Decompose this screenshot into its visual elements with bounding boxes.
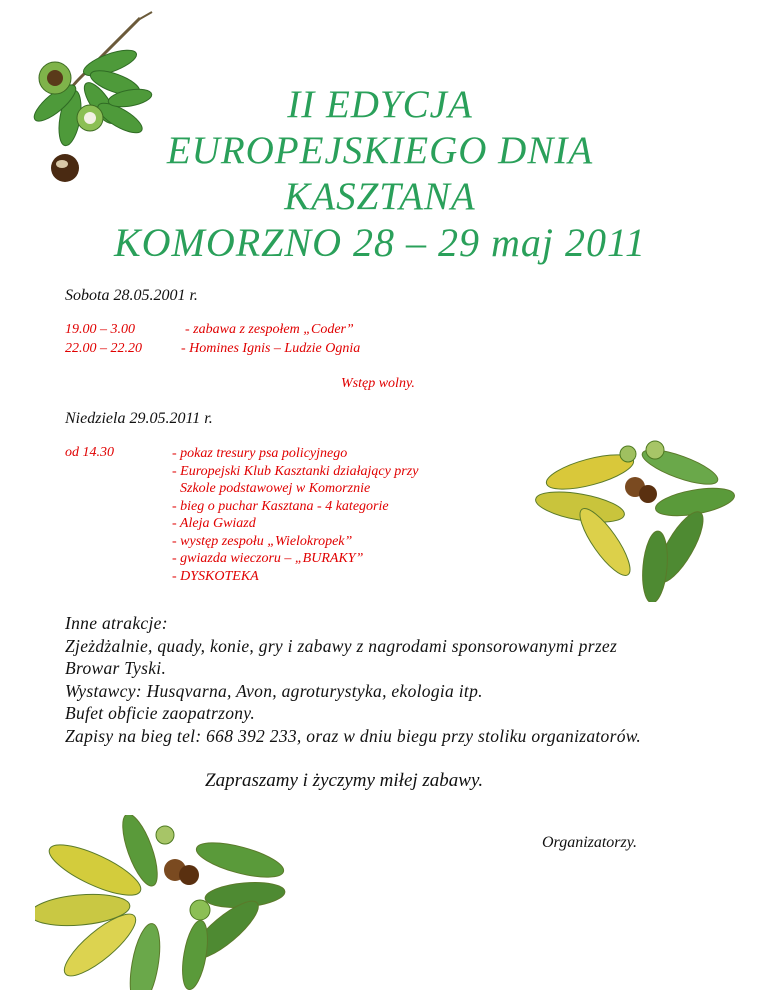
saturday-time: 19.00 – 3.00: [65, 322, 135, 337]
saturday-desc: - Homines Ignis – Ludzie Ognia: [181, 341, 361, 356]
other-line: Zapisy na bieg tel: 668 392 233, oraz w dniu biegu przy stoliku organizatorów.: [65, 725, 642, 746]
entry-note: Wstęp wolny.: [341, 376, 415, 391]
event-title: [110, 82, 650, 266]
title-date-line: KOMORZNO 28 – 29 maj 2011: [113, 220, 647, 265]
chestnut-leaves-illustration: [530, 432, 740, 602]
list-item: - pokaz tresury psa policyjnego: [172, 446, 348, 461]
other-line: Wystawcy: Husqvarna, Avon, agroturystyka, ekologia itp.: [65, 680, 483, 701]
list-item: Szkole podstawowej w Komorznie: [180, 481, 371, 496]
title-line: KASZTANA: [284, 175, 476, 218]
list-item: - Aleja Gwiazd: [172, 516, 256, 531]
saturday-time: 22.00 – 22.20: [65, 341, 142, 356]
title-line: II EDYCJA: [287, 83, 473, 126]
chestnut-leaves-illustration: [35, 815, 295, 990]
sunday-program-list: [172, 445, 418, 585]
other-line: Inne atrakcje:: [65, 613, 168, 633]
title-line: EUROPEJSKIEGO DNIA: [166, 129, 594, 172]
saturday-desc: - zabawa z zespołem „Coder”: [185, 322, 354, 337]
other-attractions: [65, 612, 641, 748]
saturday-heading: Sobota 28.05.2001 r.: [65, 287, 198, 304]
list-item: - Europejski Klub Kasztanki działający przy: [172, 463, 419, 479]
invitation-text: Zapraszamy i życzymy miłej zabawy.: [205, 770, 484, 791]
other-line: Bufet obficie zaopatrzony.: [65, 703, 256, 724]
list-item: - gwiazda wieczoru – „BURAKY”: [172, 551, 364, 566]
list-item: - bieg o puchar Kasztana - 4 kategorie: [172, 498, 389, 514]
list-item: - występ zespołu „Wielokropek”: [172, 533, 353, 549]
other-line: Browar Tyski.: [65, 658, 167, 679]
list-item: - DYSKOTEKA: [172, 568, 259, 584]
sunday-time: od 14.30: [65, 445, 114, 460]
sunday-heading: Niedziela 29.05.2011 r.: [65, 410, 213, 427]
organizers-signature: Organizatorzy.: [542, 834, 637, 851]
other-line: Zjeżdżalnie, quady, konie, gry i zabawy z nagrodami sponsorowanymi przez: [65, 635, 618, 656]
